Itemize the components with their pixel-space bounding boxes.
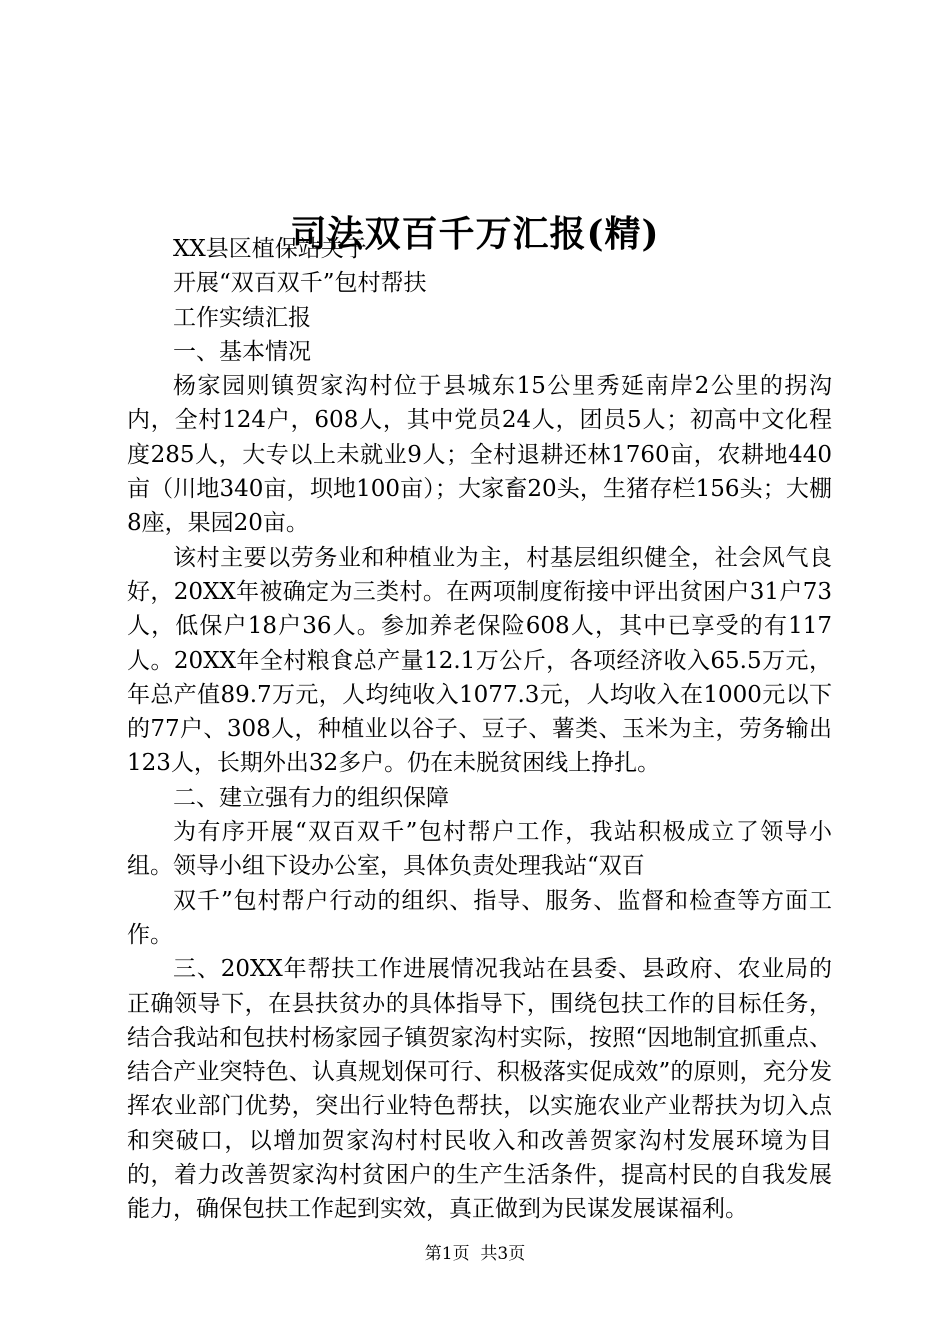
heading-line-2: 开展“双百双千”包村帮扶 [173,270,427,297]
paragraph-village-overview: 杨家园则镇贺家沟村位于县城东15公里秀延南岸2公里的拐沟内，全村124户，608人，其中党员24人，团员5人；初高中文化程度285人，大专以上未就业9人；全村退耕还林1760亩，农耕地440亩（川地340亩，坝地100亩）；大家畜20头，生猪存栏156头；大棚8座，果园20亩。 [127,373,832,537]
paragraph-village-economy: 该村主要以劳务业和种植业为主，村基层组织健全，社会风气良好，20XX年被确定为三类村。在两项制度衔接中评出贫困户31户73人，低保户18户36人。参加养老保险608人，其中已享受的有117人。20XX年全村粮食总产量12.1万公斤，各项经济收入65.5万元，年总产值89.7万元，人均纯收入1077.3元，人均收入在1000元以下的77户、308人，种植业以谷子、豆子、薯类、玉米为主，劳务输出123人，长期外出32多户。仍在未脱贫困线上挣扎。 [127,544,832,777]
page-number-footer: 第1页 共3页 [424,1244,526,1264]
document-title: 司法双百千万汇报(精) [290,213,660,256]
heading-line-3: 工作实绩汇报 [173,304,311,331]
document-body [127,232,832,1227]
paragraph-office-duties: 双千”包村帮户行动的组织、指导、服务、监督和检查等方面工作。 [127,887,832,948]
paragraph-progress: 三、20XX年帮扶工作进展情况我站在县委、县政府、农业局的正确领导下，在县扶贫办的具体指导下，围绕包扶工作的目标任务，结合我站和包扶村杨家园子镇贺家沟村实际，按照“因地制宜抓重点、结合产业突特色、认真规划保可行、积极落实促成效”的原则，充分发挥农业部门优势，突出行业特色帮扶，以实施农业产业帮扶为切入点和突破口，以增加贺家沟村村民收入和改善贺家沟村发展环境为目的，着力改善贺家沟村贫困户的生产生活条件，提高村民的自我发展能力，确保包扶工作起到实效，真正做到为民谋发展谋福利。 [127,956,832,1223]
heading-line-1: XX县区植保站关于 [173,236,367,262]
section-heading-basic: 一、基本情况 [173,338,311,365]
section-heading-organization: 二、建立强有力的组织保障 [173,784,449,811]
paragraph-leading-group: 为有序开展“双百双千”包村帮户工作，我站积极成立了领导小组。领导小组下设办公室，具体负责处理我站“双百 [127,819,832,880]
